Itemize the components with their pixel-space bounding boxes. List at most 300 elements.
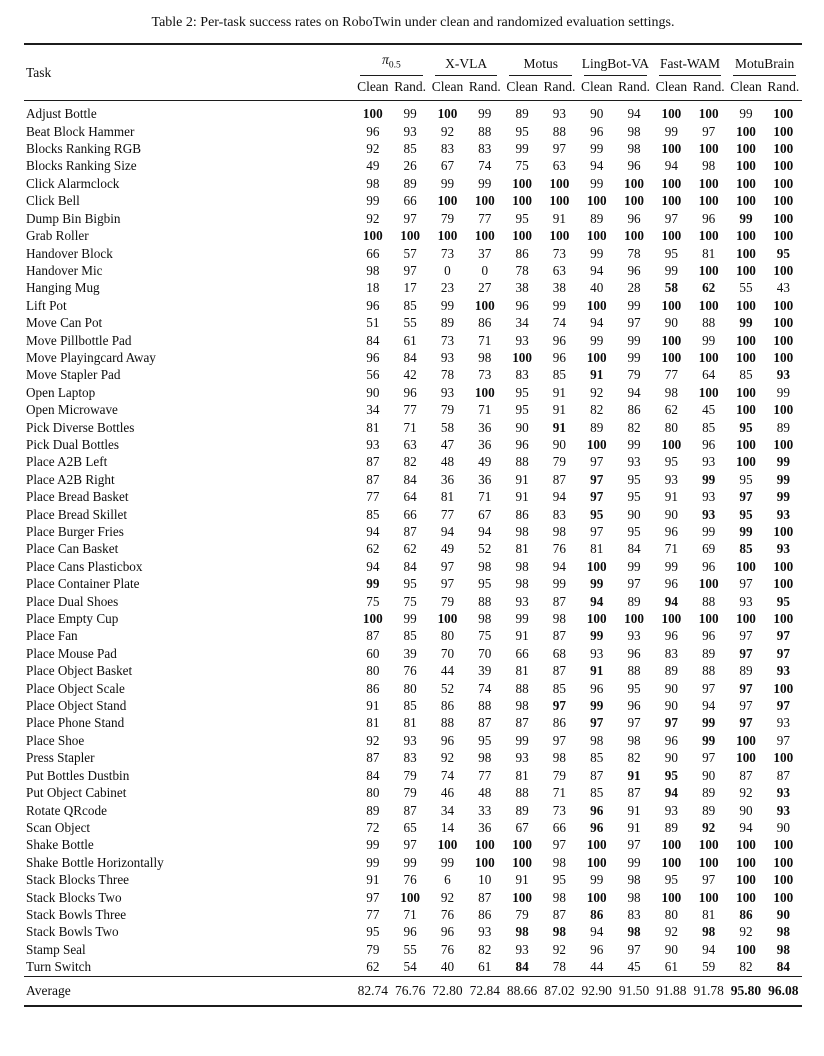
model-name-text: π [382,52,389,68]
cell-value: 82 [627,419,641,435]
cell-value: 38 [552,280,566,296]
cell-value: 100 [773,297,794,313]
cell-value: 98 [478,558,492,574]
cell-value: 94 [702,698,716,714]
cell-value: 43 [776,280,790,296]
cell-value: 89 [702,802,716,818]
table-row [24,279,802,296]
cell-value: 76.76 [391,976,428,1006]
cell-value: 100 [698,349,719,365]
cell-value: 100 [773,262,794,278]
cell-value: 95 [515,384,529,400]
table-row [24,645,802,662]
cell-value: 100 [512,889,532,905]
cell-value: 73 [440,245,455,261]
cell-value: 99 [664,123,678,139]
cell-value: 87 [366,628,380,644]
cell-value: 99 [702,715,716,731]
cell-value: 57 [403,245,417,261]
cell-value: 96 [590,941,604,957]
cell-value: 85 [702,419,716,435]
cell-value: 0 [444,262,451,278]
cell-value: 86 [590,906,604,922]
cell-value: 86 [627,402,641,418]
cell-value: 100 [661,332,682,348]
cell-value: 58 [664,280,678,296]
cell-value: 95 [403,576,417,592]
cell-value: 80 [664,906,678,922]
task-name: Handover Mic [26,262,103,278]
cell-value: 100 [736,436,756,452]
task-name: Dump Bin Bigbin [26,210,121,226]
cell-value: 82.74 [354,976,391,1006]
cell-value: 100 [773,872,794,888]
cell-value: 100 [437,228,458,244]
cell-value: 70 [478,645,492,661]
model-name-text: LingBot-VA [581,56,650,72]
cell-value: 97 [776,628,790,644]
task-name: Place Bread Skillet [26,506,128,522]
cell-value: 93 [776,802,790,818]
cell-value: 49 [366,158,380,174]
table-row [24,854,802,871]
cell-value: 65 [403,819,417,835]
subheader-rand: Rand. [615,76,652,101]
cell-value: 99 [366,854,380,870]
cell-value: 95 [627,471,641,487]
cell-value: 98 [515,524,529,540]
cell-value: 88 [702,663,716,679]
cell-value: 71 [403,419,417,435]
cell-value: 93 [739,593,753,609]
cell-value: 99 [590,245,604,261]
cell-value: 97 [440,576,455,592]
cell-value: 100 [586,837,607,853]
cell-value: 84 [403,349,417,365]
cell-value: 100 [474,193,495,209]
cell-value: 99 [590,141,604,157]
cell-value: 100 [698,106,719,122]
table-row [24,889,802,906]
table-row [24,593,802,610]
cell-value: 92 [552,941,566,957]
cell-value: 61 [664,959,678,975]
cell-value: 100 [773,106,794,122]
cell-value: 97 [739,576,753,592]
cell-value: 97 [552,141,566,157]
cell-value: 98 [515,576,529,592]
table-row [24,101,802,123]
cell-value: 97 [739,628,753,644]
cell-value: 84 [515,959,529,975]
cell-value: 99 [515,611,529,627]
cell-value: 100 [698,297,719,313]
table-row [24,453,802,470]
cell-value: 100 [773,558,794,574]
cell-value: 88 [515,680,529,696]
cell-value: 91 [552,419,566,435]
cell-value: 92 [702,819,716,835]
cell-value: 100 [773,332,794,348]
cell-value: 52 [478,541,492,557]
cell-value: 93 [627,628,641,644]
cell-value: 97 [702,123,716,139]
subheader-rand: Rand. [466,76,503,101]
cell-value: 90 [664,698,678,714]
subheader-rand: Rand. [541,76,578,101]
cell-value: 83 [440,141,455,157]
cell-value: 100 [437,837,458,853]
cell-value: 81 [366,715,380,731]
cell-value: 100 [661,141,682,157]
cell-value: 36 [478,436,492,452]
cell-value: 83 [478,141,492,157]
cell-value: 91 [552,210,566,226]
cell-value: 79 [440,402,455,418]
cell-value: 94 [627,384,641,400]
cell-value: 99 [627,332,641,348]
task-name: Place Phone Stand [26,715,125,731]
cell-value: 100 [698,576,719,592]
subheader-clean: Clean [578,76,615,101]
cell-value: 97 [552,732,566,748]
cell-value: 86 [552,715,566,731]
cell-value: 89 [440,315,455,331]
cell-value: 79 [403,767,417,783]
cell-value: 79 [515,906,529,922]
table-row [24,923,802,940]
cell-value: 78 [440,367,455,383]
cell-value: 100 [586,349,607,365]
cell-value: 82 [478,941,492,957]
cell-value: 77 [478,767,492,783]
cell-value: 93 [776,506,790,522]
cell-value: 99 [366,837,380,853]
cell-value: 60 [366,645,380,661]
task-name: Move Pillbottle Pad [26,332,132,348]
cell-value: 96 [440,732,455,748]
cell-value: 96 [515,436,529,452]
cell-value: 100 [512,854,532,870]
cell-value: 99 [478,175,492,191]
cell-value: 87 [627,785,641,801]
cell-value: 94 [552,489,566,505]
cell-value: 100 [624,611,644,627]
cell-value: 98 [702,924,716,940]
cell-value: 66 [515,645,529,661]
cell-value: 93 [403,123,417,139]
cell-value: 87 [515,715,529,731]
cell-value: 81 [440,489,455,505]
cell-value: 90 [590,106,604,122]
table-row [24,871,802,888]
cell-value: 100 [773,349,794,365]
cell-value: 51 [366,315,380,331]
cell-value: 87 [739,767,753,783]
cell-value: 88 [552,123,566,139]
cell-value: 100 [773,750,794,766]
cell-value: 95 [664,245,678,261]
cell-value: 100 [624,228,644,244]
cell-value: 95 [552,872,566,888]
table-header [24,44,802,101]
model-header-1 [354,44,429,76]
cell-value: 89 [739,663,753,679]
cell-value: 76 [403,872,417,888]
cell-value: 88 [515,785,529,801]
task-name: Handover Block [26,245,113,261]
cell-value: 92 [590,384,604,400]
table-row [24,575,802,592]
cell-value: 100 [736,175,756,191]
cell-value: 100 [698,611,719,627]
subheader-rand: Rand. [765,76,802,101]
cell-value: 100 [661,436,682,452]
cell-value: 95 [664,767,678,783]
cell-value: 95 [515,210,529,226]
task-name: Place Shoe [26,732,85,748]
table-row [24,401,802,418]
cell-value: 99 [739,210,753,226]
cell-value: 100 [549,228,570,244]
cell-value: 94 [366,524,380,540]
table-row [24,697,802,714]
cell-value: 99 [515,732,529,748]
cell-value: 93 [776,663,790,679]
task-name: Place Burger Fries [26,524,124,540]
cell-value: 83 [403,750,417,766]
cell-value: 90 [664,941,678,957]
cell-value: 100 [474,297,495,313]
task-name: Shake Bottle [26,837,94,853]
cell-value: 99 [403,106,417,122]
cell-value: 81 [590,541,604,557]
cell-value: 100 [474,384,495,400]
cell-value: 98 [664,384,678,400]
task-name: Shake Bottle Horizontally [26,854,164,870]
cell-value: 100 [736,141,756,157]
cell-value: 47 [440,436,455,452]
cell-value: 96 [627,262,641,278]
table-row [24,419,802,436]
cell-value: 100 [698,262,719,278]
cell-value: 96 [590,802,604,818]
cell-value: 100 [437,611,458,627]
subheader-clean: Clean [429,76,466,101]
cell-value: 92 [440,750,455,766]
cell-value: 94 [664,785,678,801]
cell-value: 100 [661,193,682,209]
cell-value: 97 [739,715,753,731]
cell-value: 100 [698,837,719,853]
cell-value: 75 [478,628,492,644]
cell-value: 96 [627,698,641,714]
cell-value: 62 [366,541,380,557]
cell-value: 100 [362,611,383,627]
cell-value: 74 [440,767,455,783]
task-name: Beat Block Hammer [26,123,135,139]
model-header-5 [653,44,728,76]
cell-value: 91 [515,872,529,888]
cell-value: 46 [440,785,455,801]
cell-value: 76 [440,906,455,922]
cell-value: 98 [627,924,641,940]
task-name: Place Cans Plasticbox [26,558,143,574]
cell-value: 87 [478,889,492,905]
table-row [24,262,802,279]
cell-value: 23 [440,280,455,296]
cell-value: 100 [512,175,532,191]
cell-value: 100 [773,854,794,870]
cell-value: 79 [552,454,566,470]
cell-value: 6 [444,872,451,888]
cell-value: 96 [664,576,678,592]
cell-value: 36 [478,471,492,487]
cell-value: 55 [739,280,753,296]
cell-value: 68 [552,645,566,661]
cell-value: 100 [698,228,719,244]
task-name: Blocks Ranking Size [26,158,137,174]
cell-value: 73 [552,802,566,818]
cell-value: 100 [736,332,756,348]
cell-value: 44 [590,959,604,975]
cell-value: 61 [403,332,417,348]
cell-value: 100 [773,315,794,331]
cell-value: 77 [440,506,455,522]
cell-value: 100 [773,175,794,191]
cell-value: 100 [586,228,607,244]
cell-value: 99 [627,349,641,365]
cell-value: 97 [702,872,716,888]
cell-value: 99 [515,141,529,157]
cell-value: 95 [739,419,753,435]
table-row [24,488,802,505]
cell-value: 98 [776,941,790,957]
cell-value: 98 [627,889,641,905]
cell-value: 89 [627,593,641,609]
cell-value: 92 [366,732,380,748]
cell-value: 91.78 [690,976,727,1006]
cell-value: 63 [552,158,566,174]
cell-value: 95 [627,524,641,540]
cell-value: 92 [366,210,380,226]
cell-value: 90 [702,767,716,783]
cell-value: 77 [366,489,380,505]
cell-value: 99 [552,576,566,592]
cell-value: 96 [702,558,716,574]
cell-value: 100 [773,158,794,174]
cell-value: 77 [366,906,380,922]
model-name [727,56,802,72]
cell-value: 85 [590,785,604,801]
cell-value: 98 [478,750,492,766]
model-name [429,56,504,72]
cell-value: 97 [403,262,417,278]
cell-value: 85 [552,367,566,383]
cell-value: 99 [776,471,790,487]
cell-value: 90 [515,419,529,435]
task-name: Grab Roller [26,228,89,244]
cell-value: 93 [440,349,455,365]
cell-value: 95 [515,123,529,139]
model-name-text: MotuBrain [735,56,795,72]
cell-value: 63 [403,436,417,452]
cell-value: 99 [590,332,604,348]
model-name [578,56,653,72]
cell-value: 98 [552,854,566,870]
task-name: Pick Dual Bottles [26,436,120,452]
cell-value: 95 [776,245,790,261]
cell-value: 76 [440,941,455,957]
cell-value: 97 [440,558,455,574]
cell-value: 100 [773,680,794,696]
model-name [354,52,429,72]
cell-value: 27 [478,280,492,296]
cell-value: 88 [702,315,716,331]
cell-value: 100 [698,175,719,191]
cell-value: 71 [403,906,417,922]
cell-value: 71 [552,785,566,801]
cell-value: 86 [515,506,529,522]
cell-value: 100 [736,402,756,418]
cell-value: 87 [552,593,566,609]
cell-value: 93 [515,332,529,348]
task-name: Move Playingcard Away [26,349,156,365]
cell-value: 99 [440,854,455,870]
cell-value: 86 [478,315,492,331]
cell-value: 71 [478,489,492,505]
task-name: Place Object Stand [26,698,127,714]
table-row [24,662,802,679]
cell-value: 76 [403,663,417,679]
table-row [24,784,802,801]
task-name: Put Bottles Dustbin [26,767,130,783]
cell-value: 95 [590,506,604,522]
cell-value: 96 [552,332,566,348]
cell-value: 87 [552,906,566,922]
cell-value: 85 [403,698,417,714]
cell-value: 81 [515,541,529,557]
cell-value: 79 [403,785,417,801]
model-header-2 [429,44,504,76]
cell-value: 100 [624,193,644,209]
cell-value: 77 [478,210,492,226]
cell-value: 99 [776,454,790,470]
cell-value: 79 [627,367,641,383]
cell-value: 97 [776,732,790,748]
cell-value: 100 [773,837,794,853]
cell-value: 99 [627,854,641,870]
cell-value: 94 [739,819,753,835]
cell-value: 91.50 [615,976,652,1006]
cell-value: 75 [366,593,380,609]
cell-value: 91 [515,471,529,487]
cell-value: 100 [698,854,719,870]
cell-value: 100 [773,141,794,157]
cell-value: 100 [773,123,794,139]
cell-value: 99 [440,297,455,313]
table-row [24,384,802,401]
cell-value: 100 [698,193,719,209]
average-label: Average [24,976,354,1006]
model-header-4 [578,44,653,76]
cell-value: 100 [474,228,495,244]
cell-value: 100 [586,297,607,313]
task-name: Pick Diverse Bottles [26,419,135,435]
cell-value: 96 [366,297,380,313]
cell-value: 99 [739,524,753,540]
cell-value: 100 [736,193,756,209]
